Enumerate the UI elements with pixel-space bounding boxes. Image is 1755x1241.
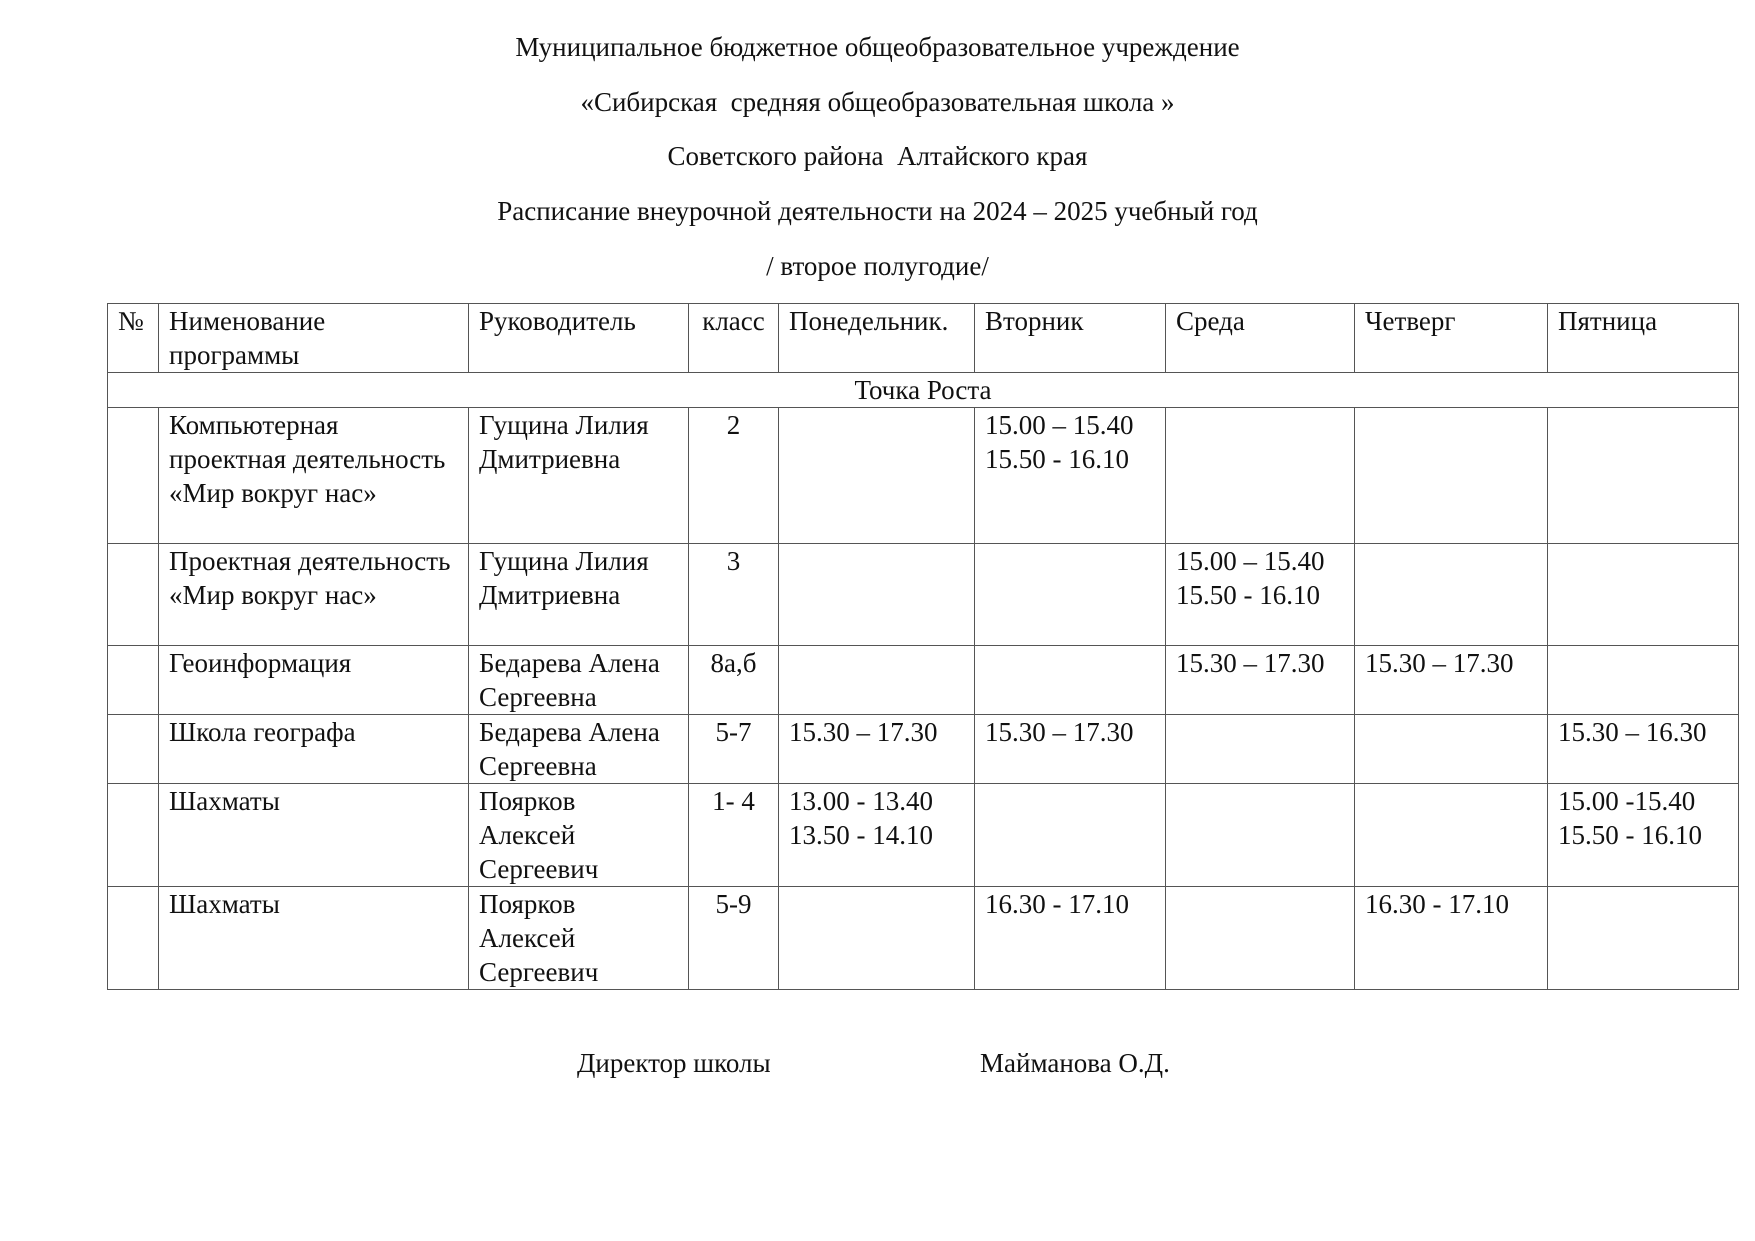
row-number: [108, 544, 159, 646]
thursday-cell: [1355, 715, 1548, 784]
section-row: [108, 373, 1739, 408]
institution-name: Муниципальное бюджетное общеобразовательное учреждение: [515, 32, 1240, 62]
row-number: [108, 715, 159, 784]
table-row: [108, 544, 1739, 646]
row-number: [108, 887, 159, 990]
teacher-name: Бедарева Алена Сергеевна: [469, 646, 689, 715]
grade-cell: 8а,б: [689, 646, 779, 715]
table-row: [108, 784, 1739, 887]
director-name: Майманова О.Д.: [980, 1048, 1170, 1078]
column-header-grade: класс: [689, 304, 779, 373]
teacher-name: Поярков Алексей Сергеевич: [469, 887, 689, 990]
tuesday-cell: [975, 784, 1166, 887]
program-name: Шахматы: [159, 887, 469, 990]
document-title: Расписание внеурочной деятельности на 2024 – 2025 учебный год: [497, 196, 1258, 226]
teacher-name: Поярков Алексей Сергеевич: [469, 784, 689, 887]
grade-cell: 1- 4: [689, 784, 779, 887]
column-header-monday: Понедельник.: [779, 304, 975, 373]
program-name: Шахматы: [159, 784, 469, 887]
wednesday-cell: 15.00 – 15.40 15.50 - 16.10: [1166, 544, 1355, 646]
document-subtitle: / второе полугодие/: [766, 251, 989, 281]
friday-cell: 15.30 – 16.30: [1548, 715, 1739, 784]
thursday-cell: [1355, 544, 1548, 646]
director-title: Директор школы: [577, 1048, 771, 1078]
row-number: [108, 408, 159, 544]
program-name: Школа географа: [159, 715, 469, 784]
tuesday-cell: 15.00 – 15.40 15.50 - 16.10: [975, 408, 1166, 544]
thursday-cell: 15.30 – 17.30: [1355, 646, 1548, 715]
column-header-tuesday: Вторник: [975, 304, 1166, 373]
program-name: Проектная деятельность «Мир вокруг нас»: [159, 544, 469, 646]
schedule-table: [107, 303, 1739, 990]
thursday-cell: 16.30 - 17.10: [1355, 887, 1548, 990]
thursday-cell: [1355, 408, 1548, 544]
monday-cell: [779, 544, 975, 646]
friday-cell: [1548, 887, 1739, 990]
teacher-name: Бедарева Алена Сергеевна: [469, 715, 689, 784]
monday-cell: [779, 887, 975, 990]
column-header-number: №: [108, 304, 159, 373]
tuesday-cell: [975, 544, 1166, 646]
row-number: [108, 784, 159, 887]
table-row: [108, 887, 1739, 990]
wednesday-cell: 15.30 – 17.30: [1166, 646, 1355, 715]
teacher-name: Гущина Лилия Дмитриевна: [469, 408, 689, 544]
teacher-name: Гущина Лилия Дмитриевна: [469, 544, 689, 646]
column-header-thursday: Четверг: [1355, 304, 1548, 373]
friday-cell: 15.00 -15.40 15.50 - 16.10: [1548, 784, 1739, 887]
wednesday-cell: [1166, 715, 1355, 784]
grade-cell: 5-7: [689, 715, 779, 784]
monday-cell: [779, 408, 975, 544]
row-number: [108, 646, 159, 715]
tuesday-cell: [975, 646, 1166, 715]
tuesday-cell: 16.30 - 17.10: [975, 887, 1166, 990]
monday-cell: 15.30 – 17.30: [779, 715, 975, 784]
monday-cell: [779, 646, 975, 715]
wednesday-cell: [1166, 887, 1355, 990]
grade-cell: 3: [689, 544, 779, 646]
table-row: [108, 646, 1739, 715]
column-header-teacher: Руководитель: [469, 304, 689, 373]
program-name: Геоинформация: [159, 646, 469, 715]
tuesday-cell: 15.30 – 17.30: [975, 715, 1166, 784]
column-header-friday: Пятница: [1548, 304, 1739, 373]
wednesday-cell: [1166, 784, 1355, 887]
section-title: Точка Роста: [108, 373, 1739, 408]
table-row: [108, 715, 1739, 784]
thursday-cell: [1355, 784, 1548, 887]
friday-cell: [1548, 646, 1739, 715]
column-header-wednesday: Среда: [1166, 304, 1355, 373]
column-header-program: Нименование программы: [159, 304, 469, 373]
table-row: [108, 408, 1739, 544]
friday-cell: [1548, 544, 1739, 646]
school-name: «Сибирская средняя общеобразовательная школа »: [580, 87, 1175, 117]
table-header-row: [108, 304, 1739, 373]
district-name: Советского района Алтайского края: [667, 141, 1088, 171]
friday-cell: [1548, 408, 1739, 544]
wednesday-cell: [1166, 408, 1355, 544]
program-name: Компьютерная проектная деятельность «Мир вокруг нас»: [159, 408, 469, 544]
grade-cell: 2: [689, 408, 779, 544]
monday-cell: 13.00 - 13.40 13.50 - 14.10: [779, 784, 975, 887]
grade-cell: 5-9: [689, 887, 779, 990]
